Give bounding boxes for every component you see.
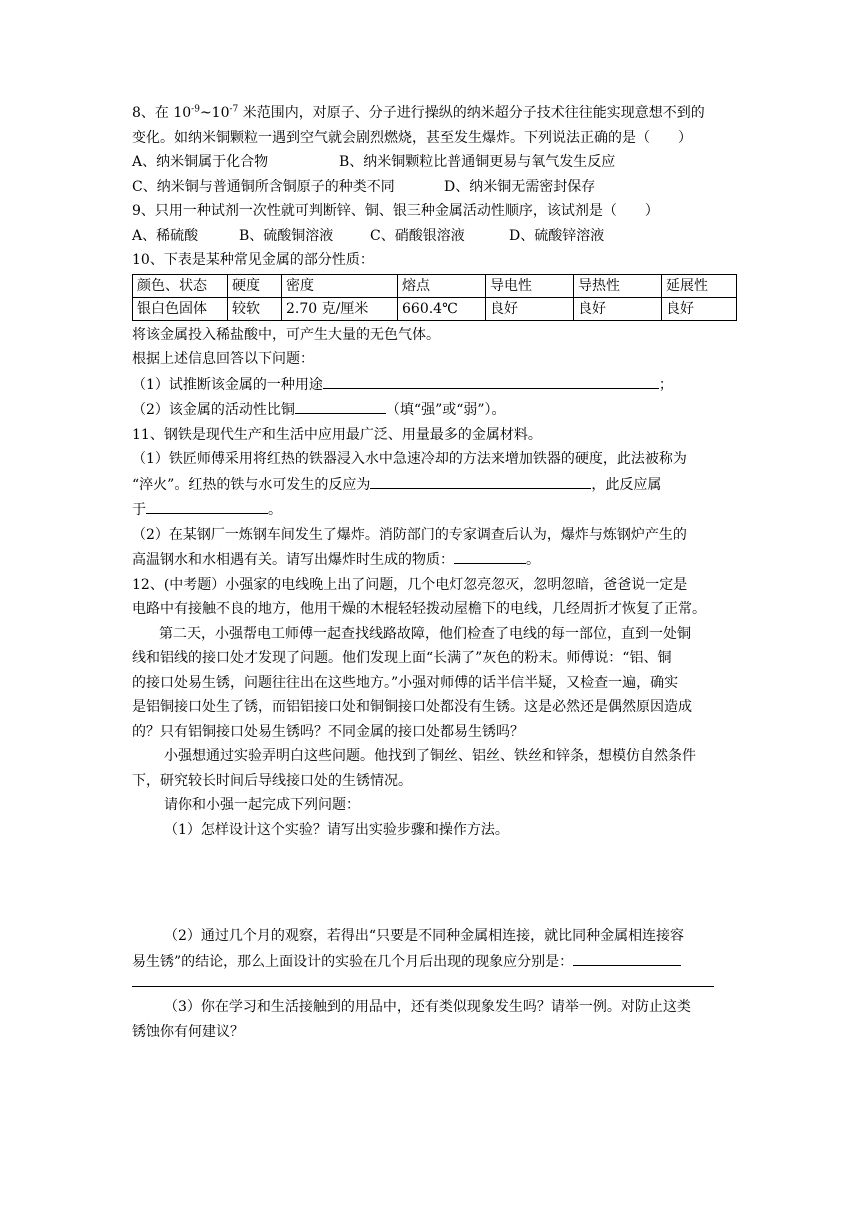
- q8-stem-line2: 变化。如纳米铜颗粒一遇到空气就会剧烈燃烧，甚至发生爆炸。下列说法正确的是（ ）: [132, 129, 692, 146]
- answer-blank[interactable]: [454, 547, 526, 564]
- answer-blank[interactable]: [295, 397, 386, 414]
- q8-option-d: D、纳米铜无需密封保存: [444, 178, 596, 195]
- q12-line-7: 的？只有铝铜接口处易生锈吗？不同金属的接口处都易生锈吗？: [132, 723, 524, 740]
- table-header-row: [133, 274, 737, 297]
- q12-sub2-line2: 易生锈”的结论，那么上面设计的实验在几个月后出现的现象应分别是：: [132, 949, 737, 975]
- q12-line-4: 线和铝线的接口处才发现了问题。他们发现上面“长满了”灰色的粉末。师傅说：“铝、铜: [132, 650, 672, 666]
- table-header-cell: 导电性: [486, 274, 574, 297]
- q8-option-b: B、纳米铜颗粒比普通铜更易与氧气发生反应: [339, 154, 616, 170]
- answer-blank[interactable]: [323, 372, 659, 389]
- q12-line-5: 的接口处易生锈，问题往往出在这些地方。”小强对师傅的话半信半疑，又检查一遍，确实: [132, 674, 679, 691]
- q9-option-b: B、硫酸铜溶液: [239, 227, 334, 244]
- table-cell: 良好: [662, 297, 737, 320]
- q12-sub3-line1: （3）你在学习和生活接触到的用品中，还有类似现象发生吗？请举一例。对防止这类: [164, 999, 691, 1015]
- q12-line-10: 请你和小强一起完成下列问题：: [164, 797, 360, 813]
- q12-sub1: （1）怎样设计这个实验？请写出实验步骤和操作方法。: [164, 821, 509, 838]
- table-header-cell: 颜色、状态: [133, 274, 228, 297]
- q9-stem: 9、只用一种试剂一次性就可判断锌、铜、银三种金属活动性顺序，该试剂是（ ）: [132, 203, 659, 219]
- q12-line-1: 12、(中考题）小强家的电线晚上出了问题，几个电灯忽亮忽灭，忽明忽暗，爸爸说一定是: [132, 576, 688, 593]
- q12-line-6: 是铝铜接口处生了锈，而铝铝接口处和铜铜接口处都没有生锈。这是必然还是偶然原因造成: [132, 699, 692, 715]
- q10-note-2: 根据上述信息回答以下问题：: [132, 351, 314, 367]
- q9-option-a: A、稀硫酸: [132, 227, 199, 244]
- q11-sub1-line3: 于 。: [132, 497, 737, 523]
- q10-sub2: （2）该金属的活动性比铜 （填“强”或“弱”）。: [132, 397, 737, 423]
- q9-options: [132, 224, 737, 249]
- q12-line-3: 第二天，小强帮电工师傅一起查找线路故障，他们检查了电线的每一部位，直到一处铜: [159, 625, 691, 642]
- table-row: [133, 297, 737, 320]
- q11-sub1-line1: （1）铁匠师傅采用将红热的铁器浸入水中急速冷却的方法来增加铁器的硬度，此法被称为: [132, 451, 687, 467]
- q9-option-d: D、硫酸锌溶液: [509, 227, 605, 244]
- q9-option-c: C、硝酸银溶液: [370, 227, 465, 244]
- answer-blank[interactable]: [573, 949, 681, 966]
- table-cell: 较软: [228, 297, 282, 320]
- table-cell: 2.70 克/厘米: [282, 297, 398, 320]
- answer-blank[interactable]: [370, 472, 591, 489]
- q12-line-2: 电路中有接触不良的地方，他用干燥的木棍轻轻拨动屋檐下的电线，几经周折才恢复了正常。: [132, 601, 706, 617]
- q12-sub2-line1: （2）通过几个月的观察，若得出“只要是不同种金属相连接，就比同种金属相连接容: [164, 928, 685, 944]
- q12-line-8: 小强想通过实验弄明白这些问题。他找到了铜丝、铝丝、铁丝和锌条，想模仿自然条件: [164, 748, 696, 764]
- q11-stem: 11、钢铁是现代生产和生活中应用最广泛、用量最多的金属材料。: [132, 426, 542, 443]
- table-header-cell: 熔点: [398, 274, 486, 297]
- table-cell: 银白色固体: [133, 297, 228, 320]
- table-cell: 660.4℃: [398, 297, 486, 320]
- q8-options-cd: [132, 175, 737, 200]
- metal-properties-table: [132, 274, 737, 321]
- table-header-cell: 导热性: [574, 274, 662, 297]
- q8-option-c: C、纳米铜与普通铜所含铜原子的种类不同: [132, 178, 395, 195]
- table-cell: 良好: [486, 297, 574, 320]
- q11-sub1-line2: “淬火”。红热的铁与水可发生的反应为 ，此反应属: [132, 472, 737, 498]
- answer-space[interactable]: [132, 842, 737, 924]
- table-header-cell: 密度: [282, 274, 398, 297]
- q12-line-9: 下，研究较长时间后导线接口处的生锈情况。: [132, 772, 412, 789]
- answer-line[interactable]: [132, 974, 714, 987]
- table-cell: 良好: [574, 297, 662, 320]
- q10-note-1: 将该金属投入稀盐酸中，可产生大量的无色气体。: [132, 326, 440, 343]
- answer-blank[interactable]: [146, 497, 268, 514]
- q10-stem: 10、下表是某种常见金属的部分性质：: [132, 252, 374, 268]
- q11-sub2-line1: （2）在某钢厂一炼钢车间发生了爆炸。消防部门的专家调查后认为，爆炸与炼钢炉产生的: [132, 526, 687, 543]
- table-header-cell: 延展性: [662, 274, 737, 297]
- table-header-cell: 硬度: [228, 274, 282, 297]
- q8-options-ab: [132, 150, 737, 175]
- q12-sub3-line2: 锈蚀你有何建议？: [132, 1023, 244, 1040]
- worksheet: [132, 101, 737, 1044]
- q11-sub2-line2: 高温钢水和水相遇有关。请写出爆炸时生成的物质： 。: [132, 547, 737, 573]
- q10-sub1: （1）试推断该金属的一种用途 ；: [132, 372, 737, 398]
- q8-option-a: A、纳米铜属于化合物: [132, 154, 269, 170]
- q8-stem-line1: 8、在 $10^{-9}\sim 10^{-7}$ 米范围内，对原子、分子进行操纵的纳米超分子技术往往能实现意想不到的: [132, 104, 705, 121]
